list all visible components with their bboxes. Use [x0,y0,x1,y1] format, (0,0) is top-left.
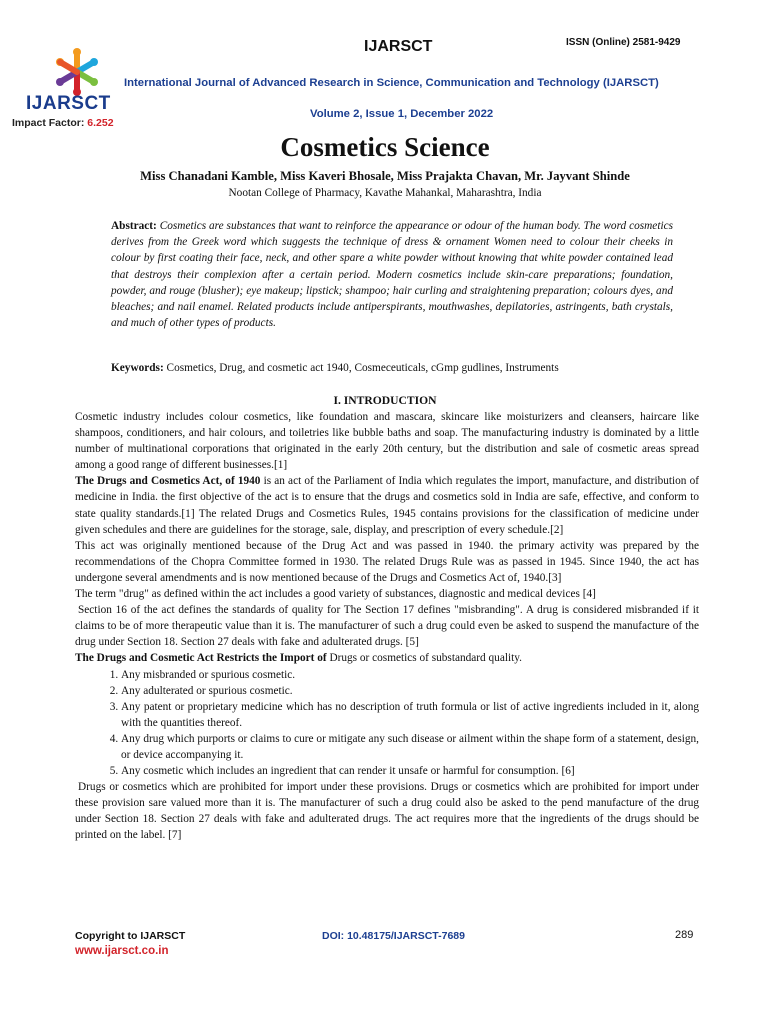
impact-factor-value: 6.252 [87,117,114,129]
footer-doi: DOI: 10.48175/IJARSCT-7689 [322,930,465,942]
abstract-label: Abstract: [111,220,157,232]
paragraph-4: The term "drug" as defined within the act includes a good variety of substances, diagnostic and medical devices [4] [75,588,596,601]
paper-authors: Miss Chanadani Kamble, Miss Kaveri Bhosale, Miss Prajakta Chavan, Mr. Jayvant Shinde [140,169,630,183]
paragraph-2 [75,473,699,537]
paragraph-7: Drugs or cosmetics which are prohibited for import under these provisions. Drugs or cosmetics which are prohibited for import under these provision sare valued more than it is. The manufacturer of such a drug could also be asked to the pend manufacture of the drug under Section 18. Section 27 deals with fake and adulterated drugs. The act requires more that the ingredients of the drugs should be printed on the label. [7] [75,781,699,842]
list-item: 2. Any adulterated or spurious cosmetic. [121,683,699,699]
journal-short-title: IJARSCT [364,38,433,55]
keywords-label: Keywords: [111,362,164,374]
footer-website-link[interactable]: www.ijarsct.co.in [75,945,169,957]
section-heading-introduction: I. INTRODUCTION [333,394,437,407]
list-item: 4. Any drug which purports or claims to cure or mitigate any such disease or ailment within the shape form of a statement, design, or device accompanying it. [121,731,699,763]
issn: ISSN (Online) 2581-9429 [566,37,681,48]
paragraph-2-lead: The Drugs and Cosmetics Act, of 1940 [75,475,261,488]
impact-factor-label: Impact Factor: [12,117,85,129]
import-restrictions-list [75,667,699,780]
paragraph-6-text: Drugs or cosmetics of substandard quality. [326,652,522,665]
abstract-text: Cosmetics are substances that want to reinforce the appearance or odour of the human body. The word cosmetics derives from the Greek word which suggests the technique of dress & ornament Women need to colour their cheeks in colour by first coating their face, neck, and other spare a white powder without knowing that white powder contained lead that destroys their complexion after a certain period. Modern cosmetics include skin-care preparations; foundation, powder, and rouge (blusher); eye makeup; lipstick; shampoo; hair curling and straightening preparation; colours dyes, and bleaches; and nail enamel. Related products include antiperspirants, mouthwashes, depilatories, astringents, bath crystals, and much of other types of products. [111,220,674,330]
logo-text: IJARSCT [26,93,111,114]
impact-factor [12,117,114,129]
page-number: 289 [675,929,694,941]
keywords [111,362,673,374]
footer-copyright: Copyright to IJARSCT [75,930,186,942]
paragraph-1: Cosmetic industry includes colour cosmetics, like foundation and mascara, skincare like moisturizers and cleansers, haircare like shampoos, conditioners, and hair colours, and toiletries like bubble baths and soap. The manufacturing industry is dominated by a little number of multinational corporations that originated in the early 20th century, but the distribution and sale of cosmetic areas spread among a good range of different businesses.[1] [75,411,699,472]
list-item: 3. Any patent or proprietary medicine which has no description of truth formula or list of active ingredients included in it, along with the quantities thereof. [121,699,699,731]
abstract [111,218,673,331]
list-item: 5. Any cosmetic which includes an ingredient that can render it unsafe or harmful for consumption. [6] [121,763,699,779]
paper-affiliation: Nootan College of Pharmacy, Kavathe Mahankal, Maharashtra, India [228,187,542,199]
journal-full-title: International Journal of Advanced Research in Science, Communication and Technology (IJARSCT) [124,77,659,89]
paragraph-2-text: is an act of the Parliament of India which regulates the import, manufacture, and distribution of medicine in India. the first objective of the act is to ensure that the drugs and cosmetics sold in India are safe, effective, and conform to state quality standards.[1] The related Drugs and Cosmetics Rules, 1945 contains provisions for the classification of medicine under given schedules and there are guidelines for the storage, sale, display, and prescription of every schedule.[2] [75,475,699,536]
paper-title: Cosmetics Science [280,132,490,162]
paragraph-6 [75,650,699,666]
keywords-text: Cosmetics, Drug, and cosmetic act 1940, Cosmeceuticals, cGmp gudlines, Instruments [166,362,559,374]
paragraph-3: This act was originally mentioned because of the Drug Act and was passed in 1940. the primary activity was prepared by the recommendations of the Chopra Committee formed in 1930. The related Drugs Rule was as passed in 1945. Since 1940, the act has undergone several amendments and is now mentioned because of the Drugs and Cosmetics Act of, 1940.[3] [75,539,699,584]
list-item: 1. Any misbranded or spurious cosmetic. [121,667,699,683]
paragraph-6-lead: The Drugs and Cosmetic Act Restricts the Import of [75,652,327,665]
introduction-body [75,409,699,844]
paragraph-5: Section 16 of the act defines the standards of quality for The Section 17 defines "misbranding". A drug is considered misbranded if it claims to be of more therapeutic value than it is. The manufacturer of such a drug could even be asked to suspend the manufacture of the drug under Section 18. Section 27 deals with fake and adulterated drugs. [5] [75,604,699,649]
volume-issue: Volume 2, Issue 1, December 2022 [310,108,494,120]
